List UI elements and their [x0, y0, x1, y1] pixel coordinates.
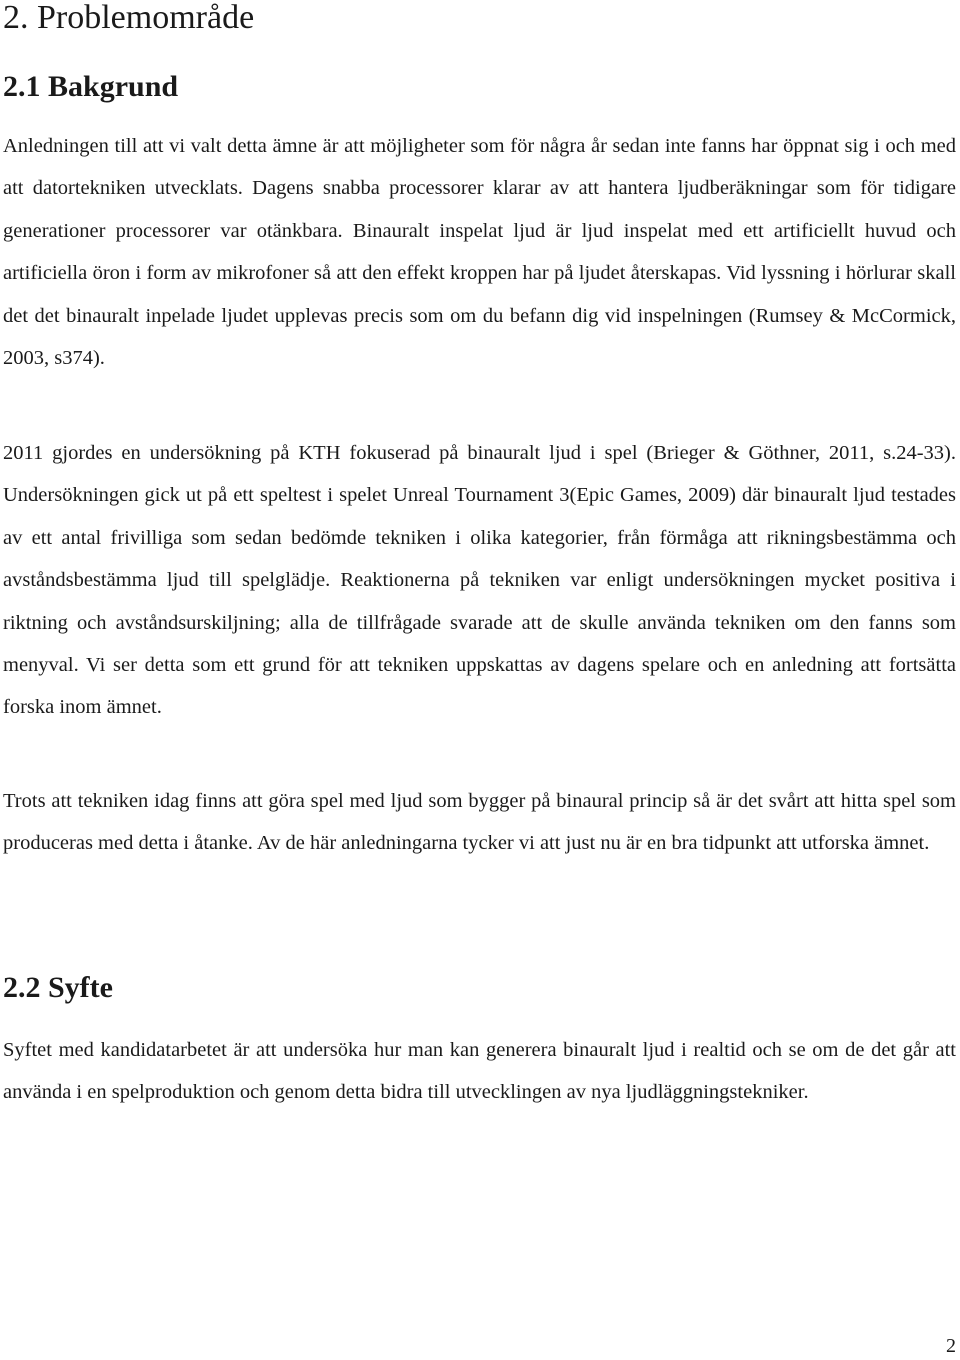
page-number: 2 — [946, 1335, 956, 1357]
section-heading-syfte: 2.2 Syfte — [3, 971, 113, 1004]
chapter-heading: 2. Problemområde — [3, 0, 255, 36]
section-heading-bakgrund: 2.1 Bakgrund — [3, 70, 179, 103]
paragraph-bakgrund-3: Trots att tekniken idag finns att göra spel med ljud som bygger på binaural princip så är det svårt att hitta spel som produceras med detta i åtanke. Av de här anledningarna tycker vi att just nu är en bra tidpunkt att utforska ämnet. — [3, 790, 956, 855]
paragraph-bakgrund-1: Anledningen till att vi valt detta ämne är att möjligheter som för några år sedan inte fanns har öppnat sig i och med att datortekniken utvecklats. Dagens snabba processorer klarar av att hantera ljudberäkningar som för tidigare generationer processorer var otänkbara. Binauralt inspelat ljud är ljud inspelat med ett artificiellt huvud och artificiella öron i form av mikrofoner så att den effekt kroppen har på ljudet återskapas. Vid lyssning i hörlurar skall det det binauralt inpelade ljudet upplevas precis som om du befann dig vid inspelningen (Rumsey & McCormick, 2003, s374). — [3, 135, 956, 370]
paragraph-syfte-1: Syftet med kandidatarbetet är att undersöka hur man kan generera binauralt ljud i realtid och se om de det går att använda i en spelproduktion och genom detta bidra till utvecklingen av nya ljudläggningstekniker. — [3, 1039, 956, 1104]
paragraph-bakgrund-2: 2011 gjordes en undersökning på KTH fokuserad på binauralt ljud i spel (Brieger & Göthner, 2011, s.24-33). Undersökningen gick ut på ett speltest i spelet Unreal Tournament 3(Epic Games, 2009) där binauralt ljud testades av ett antal frivilliga som sedan bedömde tekniken i olika kategorier, från förmåga att rikningsbestämma och avståndsbestämma ljud till spelglädje. Reaktionerna på tekniken var enligt undersökningen mycket positiva i riktning och avståndsurskiljning; alla de tillfrågade svarade att de skulle använda tekniken om den fanns som menyval. Vi ser detta som ett grund för att tekniken uppskattas av dagens spelare och en anledning att fortsätta forska inom ämnet. — [3, 442, 956, 719]
